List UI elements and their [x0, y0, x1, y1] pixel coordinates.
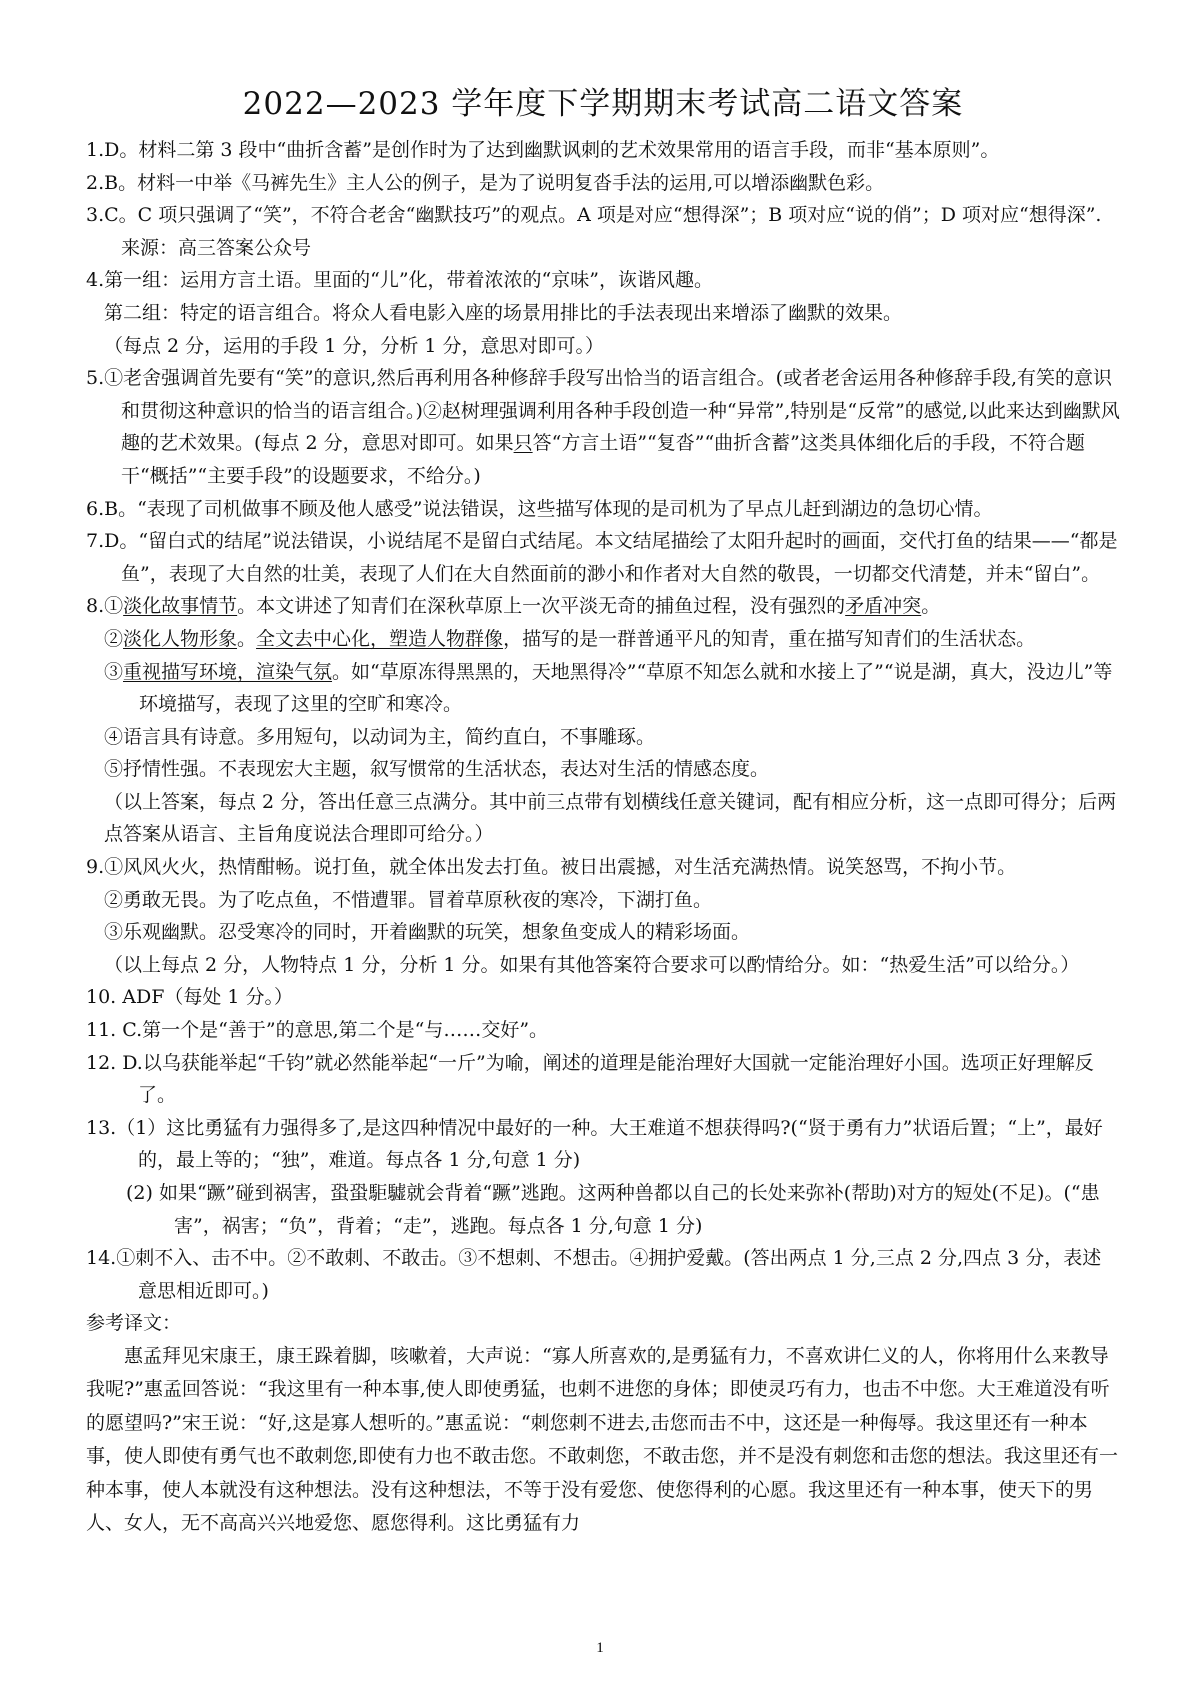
- answer-8-3-keyword: 重视描写环境，渲染气氛: [123, 660, 333, 683]
- answers-body: [86, 134, 1120, 1540]
- answer-8-2-prefix: ②: [104, 627, 124, 650]
- answer-5-underlined-only: 只: [513, 432, 533, 455]
- answer-8-3-prefix: ③: [104, 660, 124, 683]
- answer-8-point-4: ④语言具有诗意。多用短句，以动词为主，简约直白，不事雕琢。: [104, 725, 656, 748]
- answer-4-note: （每点 2 分，运用的手段 1 分，分析 1 分，意思对即可。）: [104, 334, 605, 357]
- answer-4-group-1: 4.第一组：运用方言土语。里面的“儿”化，带着浓浓的“京味”，诙谐风趣。: [86, 269, 713, 292]
- answer-8-2-text: ，描写的是一群普通平凡的知青，重在描写知青们的生活状态。: [503, 627, 1036, 650]
- reference-heading: 参考译文：: [86, 1312, 182, 1335]
- answer-8-1-end: 。: [921, 595, 941, 618]
- answer-9-point-1: 9.①风风火火，热情酣畅。说打鱼，就全体出发去打鱼。被日出震撼，对生活充满热情。说笑怒骂，不拘小节。: [86, 856, 1017, 879]
- answer-8-point-5: ⑤抒情性强。不表现宏大主题，叙写惯常的生活状态，表达对生活的情感态度。: [104, 758, 770, 781]
- answer-9-note: （以上每点 2 分，人物特点 1 分，分析 1 分。如果有其他答案符合要求可以酌情给分。如：“热爱生活”可以给分。）: [104, 953, 1080, 976]
- answer-8-point-1: [86, 590, 1120, 623]
- answer-13-part-2: (2) 如果“蹶”碰到祸害，蛩蛩駏驉就会背着“蹶”逃跑。这两种兽都以自己的长处来弥补(帮助)对方的短处(不足)。(“患害”，祸害；“负”，背着；“走”，逃跑。每点各 1 分,句意 1 分): [126, 1182, 1100, 1237]
- answer-11: 11. C.第一个是“善于”的意思,第二个是“与……交好”。: [86, 1019, 549, 1042]
- answer-14: 14.①刺不入、击不中。②不敢刺、不敢击。③不想刺、不想击。④拥护爱戴。(答出两点 1 分,三点 2 分,四点 3 分，表述意思相近即可。): [86, 1247, 1102, 1302]
- answer-2: 2.B。材料一中举《马裤先生》主人公的例子，是为了说明复沓手法的运用,可以增添幽默色彩。: [86, 171, 885, 194]
- answer-9-point-2: ②勇敢无畏。为了吃点鱼，不惜遭罪。冒着草原秋夜的寒冷，下湖打鱼。: [104, 888, 713, 911]
- answer-5-text-b: 答“方言土语”“复沓”“曲折含蓄”这类具体细化后的手段，不符合题干“概括”“主要手段”的设题要求，不给分。): [121, 432, 1085, 487]
- answer-1: 1.D。材料二第 3 段中“曲折含蓄”是创作时为了达到幽默讽刺的艺术效果常用的语言手段，而非“基本原则”。: [86, 139, 1000, 161]
- answer-3: 3.C。C 项只强调了“笑”，不符合老舍“幽默技巧”的观点。A 项是对应“想得深”；B 项对应“说的俏”；D 项对应“想得深”.来源：高三答案公众号: [86, 204, 1102, 259]
- reference-translation: 惠孟拜见宋康王，康王跺着脚，咳嗽着，大声说：“寡人所喜欢的,是勇猛有力，不喜欢讲仁义的人，你将用什么来教导我呢?”惠孟回答说：“我这里有一种本事,使人即使勇猛，也刺不进您的身体；即使灵巧有力，也击不中您。大王难道没有听的愿望吗?”宋王说：“好,这是寡人想听的。”惠孟说：“刺您刺不进去,击您而击不中，这还是一种侮辱。我这里还有一种本事，使人即使有勇气也不敢刺您,即使有力也不敢击您。不敢刺您，不敢击您，并不是没有刺您和击您的想法。我这里还有一种本事，使人本就没有这种想法。没有这种想法，不等于没有爱您、使您得利的心愿。我这里还有一种本事，使天下的男人、女人，无不高高兴兴地爱您、愿您得利。这比勇猛有力: [86, 1344, 1119, 1534]
- answer-4-group-2: 第二组：特定的语言组合。将众人看电影入座的场景用排比的手法表现出来增添了幽默的效果。: [104, 301, 903, 324]
- answer-8-1-text: 。本文讲述了知青们在深秋草原上一次平淡无奇的捕鱼过程，没有强烈的: [237, 595, 846, 618]
- answer-13-part-1: 13.（1）这比勇猛有力强得多了,是这四种情况中最好的一种。大王难道不想获得吗?(“贤于勇有力”状语后置；“上”，最好的，最上等的；“独”，难道。每点各 1 分,句意 1 分): [86, 1116, 1103, 1172]
- answer-8-2-sep: 。: [237, 627, 257, 650]
- answer-8-note: （以上答案，每点 2 分，答出任意三点满分。其中前三点带有划横线任意关键词，配有相应分析，这一点即可得分；后两点答案从语言、主旨角度说法合理即可给分。）: [104, 790, 1117, 846]
- answer-12: 12. D.以乌获能举起“千钧”就必然能举起“一斤”为喻，阐述的道理是能治理好大国就一定能治理好小国。选项正好理解反了。: [86, 1051, 1094, 1107]
- answer-6: 6.B。“表现了司机做事不顾及他人感受”说法错误，这些描写体现的是司机为了早点儿赶到湖边的急切心情。: [86, 497, 993, 520]
- answer-9-point-3: ③乐观幽默。忍受寒冷的同时，开着幽默的玩笑，想象鱼变成人的精彩场面。: [104, 921, 751, 944]
- answer-8-point-3: [86, 656, 1120, 721]
- answer-8-3-text: 。如“草原冻得黑黑的，天地黑得冷”“草原不知怎么就和水接上了”“说是湖，真大，没边儿”等环境描写，表现了这里的空旷和寒冷。: [139, 660, 1113, 716]
- answer-8-1-prefix: 8.①: [86, 595, 124, 618]
- page-number: 1: [596, 1640, 604, 1656]
- answer-8-point-2: [86, 623, 1120, 656]
- answer-5-text-a: 5.①老舍强调首先要有“笑”的意识,然后再利用各种修辞手段写出恰当的语言组合。(或者老舍运用各种修辞手段,有笑的意识和贯彻这种意识的恰当的语言组合。)②赵树理强调利用各种手段创造一种“异常”,特别是“反常”的感觉,以此来达到幽默风趣的艺术效果。(每点 2 分，意思对即可。如果: [86, 367, 1120, 455]
- answer-8-2-keyword-2: 全文去中心化，塑造人物群像: [256, 627, 504, 650]
- answer-8-1-keyword-2: 矛盾冲突: [845, 595, 922, 618]
- answer-8-1-keyword: 淡化故事情节: [123, 595, 238, 618]
- answer-8-2-keyword: 淡化人物形象: [123, 627, 238, 650]
- answer-5: [86, 362, 1120, 492]
- answer-10: 10. ADF（每处 1 分。）: [86, 986, 294, 1009]
- page-title: 2022—2023 学年度下学期期末考试高二语文答案: [242, 86, 964, 122]
- answer-7: 7.D。“留白式的结尾”说法错误，小说结尾不是留白式结尾。本文结尾描绘了太阳升起时的画面，交代打鱼的结果——“都是鱼”，表现了大自然的壮美，表现了人们在大自然面前的渺小和作者对大自然的敬畏，一切都交代清楚，并未“留白”。: [86, 530, 1118, 585]
